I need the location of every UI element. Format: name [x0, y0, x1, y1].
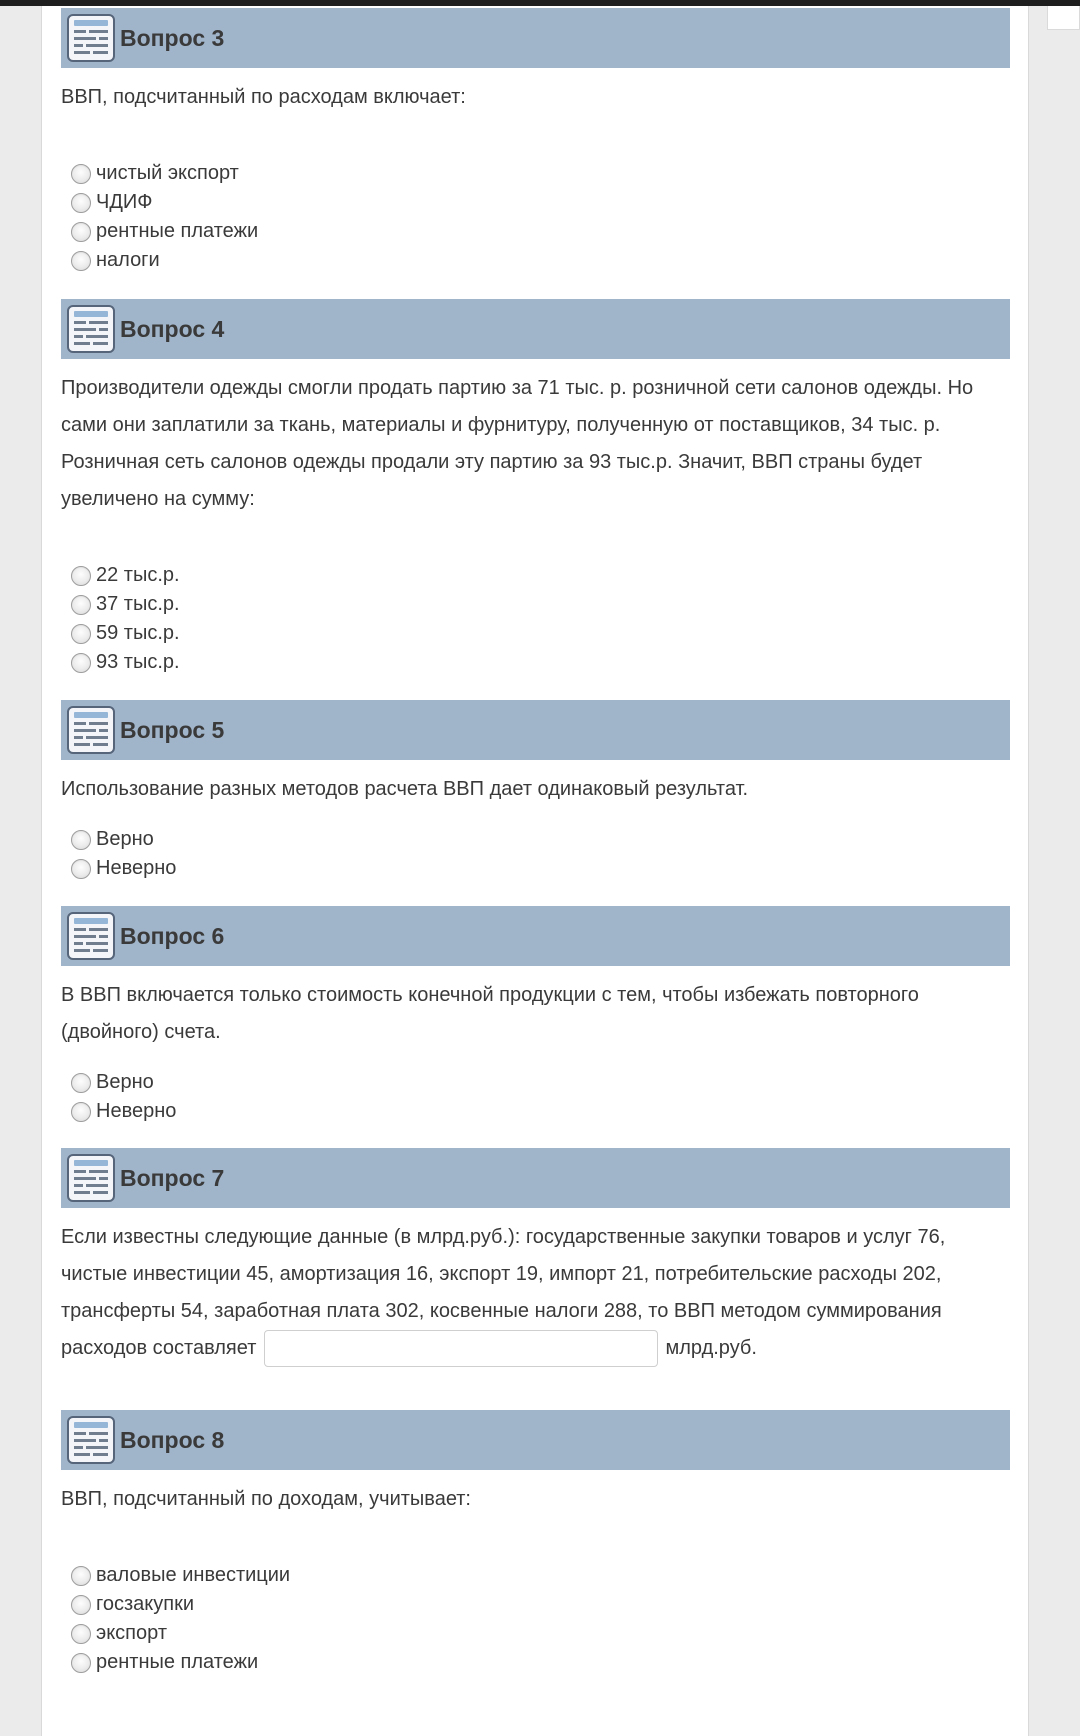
question-header: [61, 299, 1010, 359]
question-text: Использование разных методов расчета ВВП дает одинаковый результат.: [61, 778, 749, 800]
option-label: 22 тыс.р.: [96, 564, 180, 586]
option[interactable]: [61, 1068, 1010, 1097]
question-list-icon: [67, 14, 115, 62]
option[interactable]: [61, 159, 1010, 188]
option[interactable]: [61, 1648, 1010, 1677]
question-4: [61, 299, 1010, 677]
option[interactable]: [61, 619, 1010, 648]
answer-options: [61, 1068, 1010, 1126]
question-title: Вопрос 6: [120, 923, 225, 949]
question-list-icon: [67, 706, 115, 754]
option-label: 37 тыс.р.: [96, 593, 180, 615]
radio-button[interactable]: [71, 222, 91, 242]
option-label: валовые инвестиции: [96, 1564, 291, 1586]
side-tab[interactable]: [1047, 6, 1080, 30]
option[interactable]: [61, 1561, 1010, 1590]
question-title: Вопрос 4: [120, 316, 225, 342]
radio-button[interactable]: [71, 1102, 91, 1122]
question-header: [61, 1410, 1010, 1470]
radio-button[interactable]: [71, 1073, 91, 1093]
question-header: [61, 8, 1010, 68]
radio-button[interactable]: [71, 1566, 91, 1586]
option-label: Верно: [96, 828, 154, 850]
option-label: Неверно: [96, 857, 177, 879]
radio-button[interactable]: [71, 164, 91, 184]
question-title: Вопрос 8: [120, 1427, 225, 1453]
radio-button[interactable]: [71, 595, 91, 615]
question-text: В ВВП включается только стоимость конечной продукции с тем, чтобы избежать повторного (двойного) счета.: [61, 984, 919, 1043]
question-list-icon: [67, 1416, 115, 1464]
question-text: ВВП, подсчитанный по доходам, учитывает:: [61, 1488, 471, 1510]
option-label: рентные платежи: [96, 220, 259, 242]
radio-button[interactable]: [71, 859, 91, 879]
radio-button[interactable]: [71, 624, 91, 644]
question-8: [61, 1410, 1010, 1677]
question-3: [61, 8, 1010, 275]
option-label: экспорт: [96, 1622, 167, 1644]
option-label: рентные платежи: [96, 1651, 259, 1673]
option[interactable]: [61, 561, 1010, 590]
question-7: [61, 1148, 1010, 1367]
answer-input[interactable]: [264, 1330, 658, 1367]
radio-button[interactable]: [71, 1595, 91, 1615]
option-label: ЧДИФ: [96, 191, 153, 213]
option-label: налоги: [96, 249, 160, 271]
question-5: [61, 700, 1010, 883]
answer-options: [61, 1561, 1010, 1677]
option[interactable]: [61, 854, 1010, 883]
question-header: [61, 906, 1010, 966]
question-list-icon: [67, 305, 115, 353]
option[interactable]: [61, 590, 1010, 619]
option[interactable]: [61, 825, 1010, 854]
question-text: ВВП, подсчитанный по расходам включает:: [61, 86, 466, 108]
question-text: [61, 1219, 1010, 1367]
question-list-icon: [67, 912, 115, 960]
option-label: чистый экспорт: [96, 162, 239, 184]
question-header: [61, 700, 1010, 760]
answer-unit: млрд.руб.: [665, 1337, 757, 1359]
option[interactable]: [61, 217, 1010, 246]
question-text-body: Если известны следующие данные (в млрд.руб.): государственные закупки товаров и услуг 76, чистые инвестиции 45, амортизация 16, экспорт 19, импорт 21, потребительские расходы 202, трансферты 54, заработная плата 302, косвенные налоги 288, то ВВП методом суммирования расходов составляет: [61, 1226, 946, 1359]
option-label: 93 тыс.р.: [96, 651, 180, 673]
option-label: 59 тыс.р.: [96, 622, 180, 644]
radio-button[interactable]: [71, 251, 91, 271]
option[interactable]: [61, 188, 1010, 217]
question-title: Вопрос 5: [120, 717, 225, 743]
radio-button[interactable]: [71, 566, 91, 586]
option[interactable]: [61, 648, 1010, 677]
answer-options: [61, 561, 1010, 677]
option[interactable]: [61, 1619, 1010, 1648]
question-6: [61, 906, 1010, 1126]
answer-options: [61, 825, 1010, 883]
radio-button[interactable]: [71, 653, 91, 673]
option[interactable]: [61, 1097, 1010, 1126]
question-text: Производители одежды смогли продать партию за 71 тыс. р. розничной сети салонов одежды. Но сами они заплатили за ткань, материалы и фурнитуру, полученную от поставщиков, 34 тыс. р. Розничная сеть салонов одежды продали эту партию за 93 тыс.р. Значит, ВВП страны будет увеличено на сумму:: [61, 377, 974, 510]
answer-options: [61, 159, 1010, 275]
question-header: [61, 1148, 1010, 1208]
radio-button[interactable]: [71, 830, 91, 850]
question-title: Вопрос 3: [120, 25, 225, 51]
option[interactable]: [61, 246, 1010, 275]
radio-button[interactable]: [71, 1653, 91, 1673]
question-title: Вопрос 7: [120, 1165, 225, 1191]
question-list-icon: [67, 1154, 115, 1202]
option[interactable]: [61, 1590, 1010, 1619]
option-label: госзакупки: [96, 1593, 194, 1615]
radio-button[interactable]: [71, 1624, 91, 1644]
option-label: Неверно: [96, 1100, 177, 1122]
radio-button[interactable]: [71, 193, 91, 213]
option-label: Верно: [96, 1071, 154, 1093]
